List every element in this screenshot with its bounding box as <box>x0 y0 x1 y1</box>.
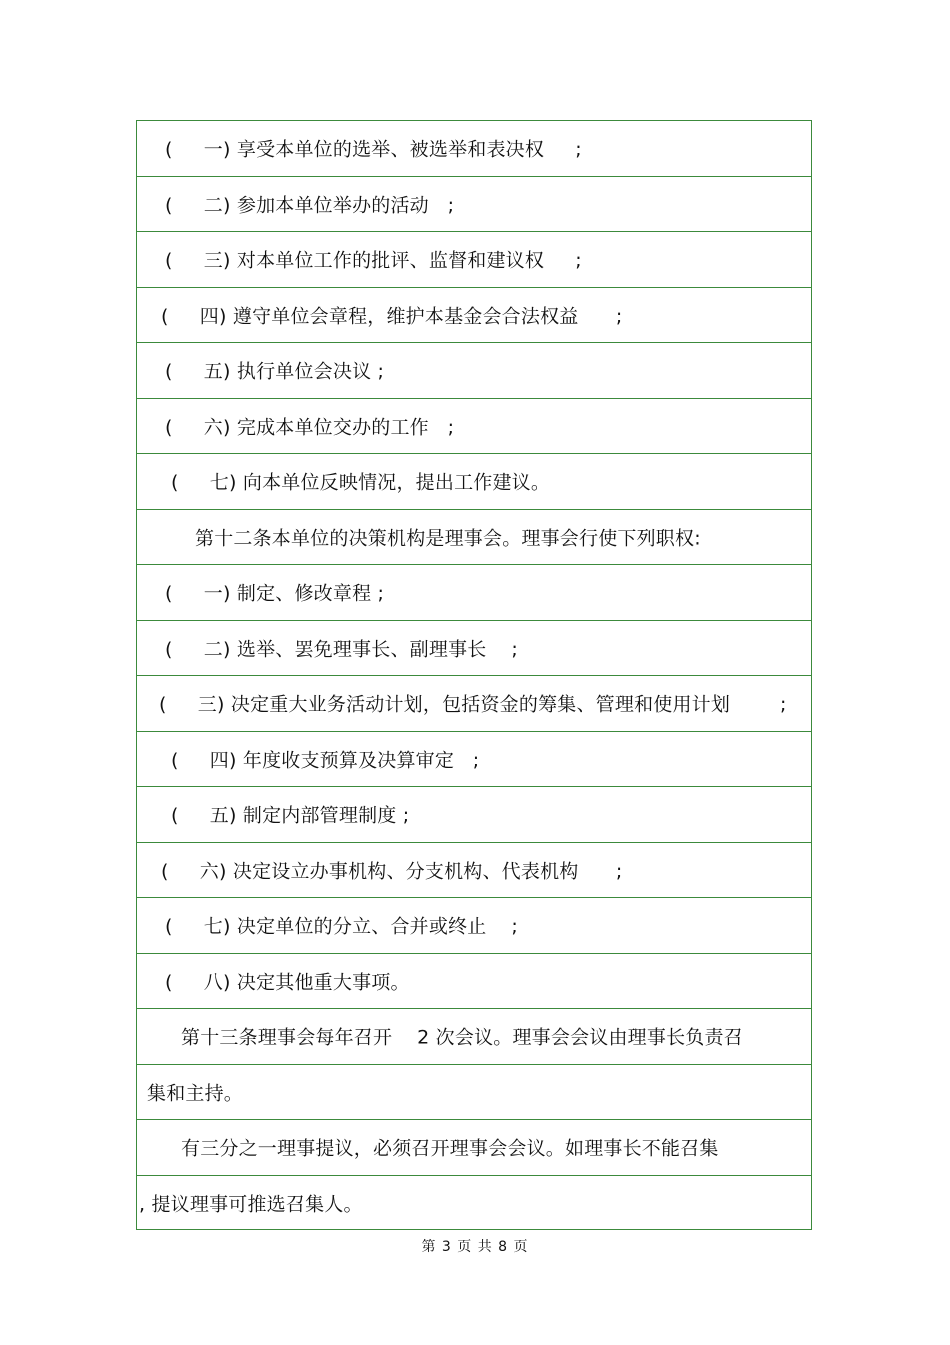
row-text: 第十三条理事会每年召开 2 次会议。理事会会议由理事长负责召 <box>181 1026 743 1049</box>
row-text: , 提议理事可推选召集人。 <box>139 1193 363 1216</box>
table-row <box>137 676 811 732</box>
table-row <box>137 954 811 1010</box>
row-text: ( 一) 享受本单位的选举、被选举和表决权 ; <box>165 138 582 161</box>
page-footer: 第 3 页 共 8 页 <box>421 1239 529 1255</box>
row-text: 第十二条本单位的决策机构是理事会。理事会行使下列职权: <box>195 527 701 550</box>
row-text: ( 一) 制定、修改章程 ; <box>165 582 385 605</box>
table-row <box>137 732 811 788</box>
row-text: ( 二) 选举、罢免理事长、副理事长 ; <box>165 638 519 661</box>
table-row <box>137 1176 811 1232</box>
table-row <box>137 177 811 233</box>
row-text: ( 七) 向本单位反映情况，提出工作建议。 <box>171 471 551 494</box>
row-text: ( 三) 对本单位工作的批评、监督和建议权 ; <box>165 249 582 272</box>
row-text: ( 六) 完成本单位交办的工作 ; <box>165 416 455 439</box>
row-text: ( 五) 制定内部管理制度 ; <box>171 804 410 827</box>
table-row <box>137 121 811 177</box>
table-row <box>137 1009 811 1065</box>
row-text: 有三分之一理事提议，必须召开理事会会议。如理事长不能召集 <box>181 1137 719 1160</box>
table-row <box>137 454 811 510</box>
table-row <box>137 843 811 899</box>
table-row <box>137 399 811 455</box>
table-row <box>137 1065 811 1121</box>
row-text: ( 四) 遵守单位会章程，维护本基金会合法权益 ; <box>161 305 623 328</box>
table-row <box>137 1120 811 1176</box>
row-text: ( 七) 决定单位的分立、合并或终止 ; <box>165 915 519 938</box>
table-row <box>137 343 811 399</box>
table-row <box>137 898 811 954</box>
content-table <box>136 120 812 1230</box>
row-text: ( 二) 参加本单位举办的活动 ; <box>165 194 455 217</box>
row-text: ( 四) 年度收支预算及决算审定 ; <box>171 749 480 772</box>
table-row <box>137 621 811 677</box>
table-row <box>137 787 811 843</box>
table-row <box>137 288 811 344</box>
table-row <box>137 510 811 566</box>
table-row <box>137 565 811 621</box>
row-text: ( 五) 执行单位会决议 ; <box>165 360 385 383</box>
row-text: 集和主持。 <box>147 1082 244 1105</box>
table-row <box>137 232 811 288</box>
row-text: ( 六) 决定设立办事机构、分支机构、代表机构 ; <box>161 860 623 883</box>
row-text: ( 三) 决定重大业务活动计划，包括资金的筹集、管理和使用计划 ; <box>159 693 787 716</box>
row-text: ( 八) 决定其他重大事项。 <box>165 971 410 994</box>
